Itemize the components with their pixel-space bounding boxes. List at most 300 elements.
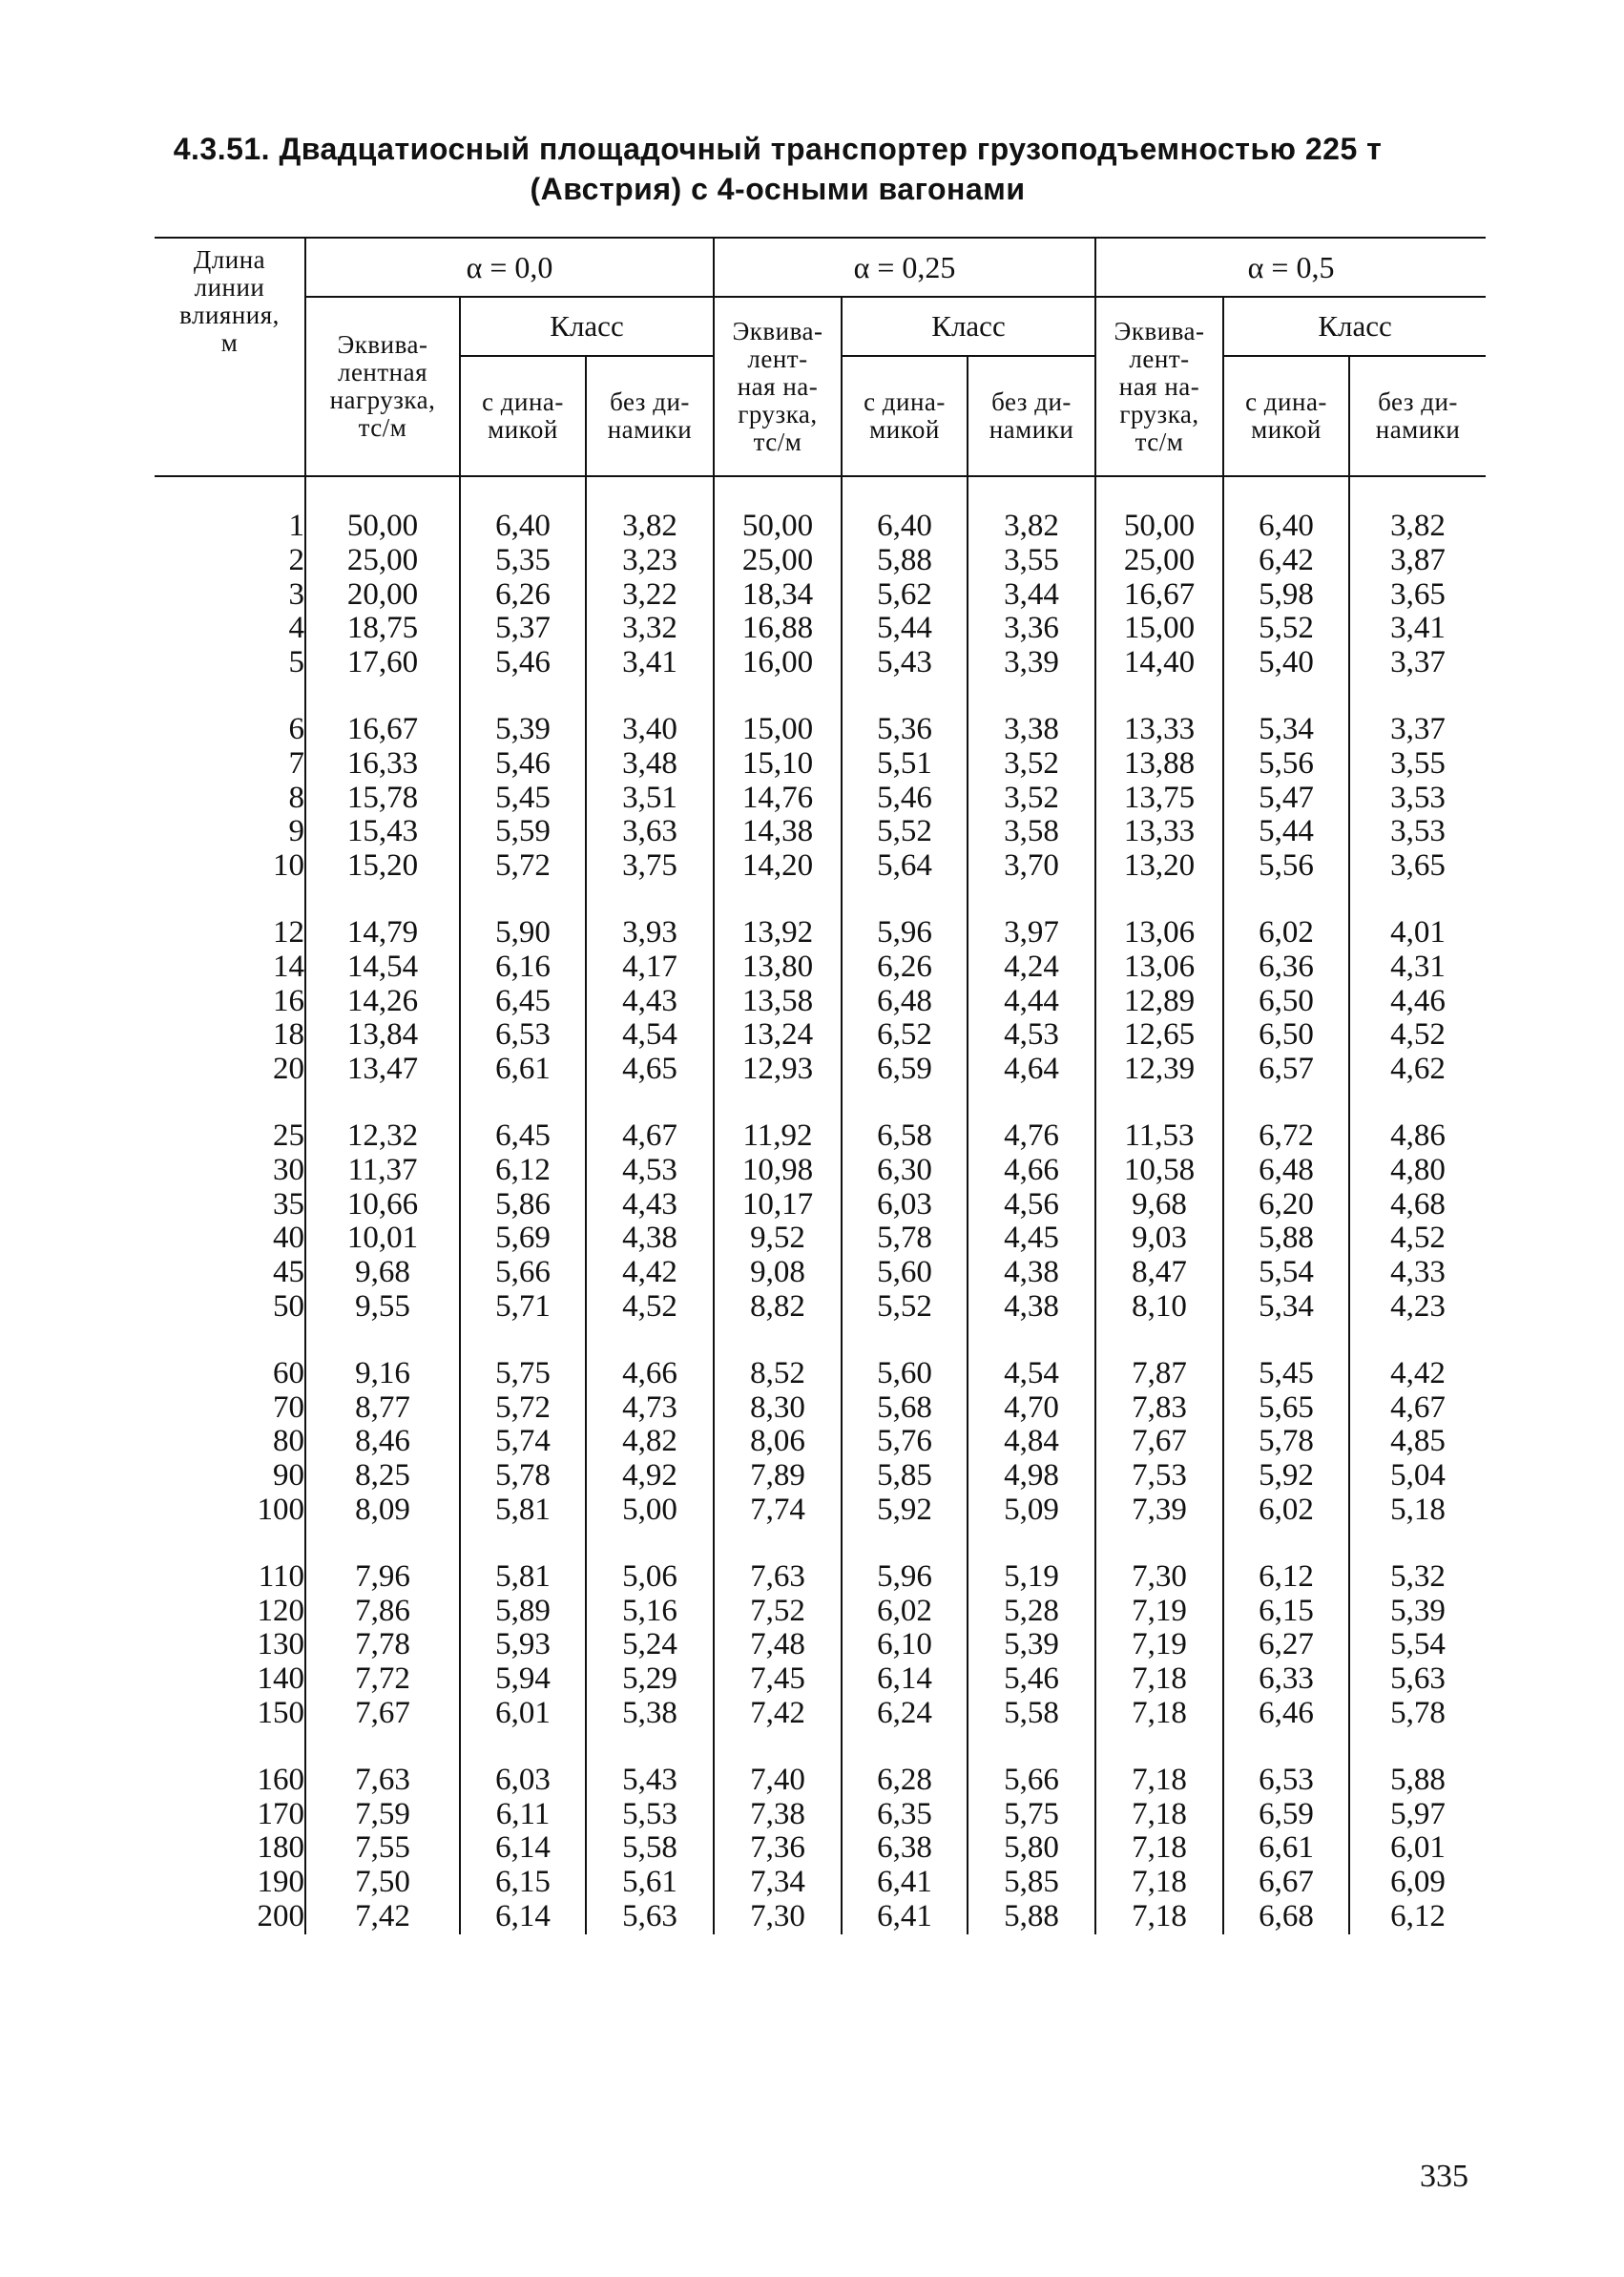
table-row bbox=[155, 1628, 1486, 1662]
cell-length: 90 bbox=[273, 1458, 304, 1494]
cell-value: 4,67 bbox=[586, 1119, 714, 1154]
cell-value: 4,82 bbox=[586, 1425, 714, 1459]
cell-value: 5,72 bbox=[460, 1391, 586, 1426]
table-row bbox=[155, 1662, 1486, 1697]
cell-value: 5,34 bbox=[1223, 713, 1349, 747]
cell-value: 4,80 bbox=[1349, 1154, 1486, 1188]
cell-value: 16,67 bbox=[305, 713, 460, 747]
cell-value: 6,01 bbox=[460, 1697, 586, 1731]
cell-length: 110 bbox=[258, 1558, 304, 1594]
cell-value: 8,06 bbox=[714, 1425, 842, 1459]
cell-length: 35 bbox=[273, 1186, 304, 1222]
cell-value: 6,57 bbox=[1223, 1053, 1349, 1087]
cell-length: 130 bbox=[257, 1627, 304, 1662]
cell-value: 7,86 bbox=[305, 1595, 460, 1629]
cell-value: 9,68 bbox=[305, 1256, 460, 1290]
cell-value: 5,58 bbox=[586, 1831, 714, 1866]
cell-value: 4,38 bbox=[968, 1290, 1095, 1325]
cell-value: 5,46 bbox=[460, 747, 586, 782]
cell-value: 6,33 bbox=[1223, 1662, 1349, 1697]
cell-length: 5 bbox=[288, 645, 304, 680]
cell-value: 8,25 bbox=[305, 1459, 460, 1494]
cell-value: 5,65 bbox=[1223, 1391, 1349, 1426]
cell-value: 6,67 bbox=[1223, 1866, 1349, 1900]
cell-value: 50,00 bbox=[1095, 510, 1223, 544]
cell-value: 3,65 bbox=[1349, 578, 1486, 613]
cell-value: 8,10 bbox=[1095, 1290, 1223, 1325]
cell-length: 140 bbox=[257, 1661, 304, 1697]
cell-value: 5,52 bbox=[842, 815, 968, 849]
cell-value: 20,00 bbox=[305, 578, 460, 613]
cell-value: 5,45 bbox=[460, 782, 586, 816]
cell-value: 5,39 bbox=[968, 1628, 1095, 1662]
title-line-2: (Австрия) с 4-осными вагонами bbox=[530, 172, 1026, 206]
cell-value: 6,41 bbox=[842, 1900, 968, 1934]
cell-value: 5,63 bbox=[586, 1900, 714, 1934]
cell-value: 18,75 bbox=[305, 612, 460, 646]
header-with-dyn-1: с дина- микой bbox=[842, 356, 968, 476]
table-row bbox=[155, 950, 1486, 985]
cell-value: 6,03 bbox=[842, 1188, 968, 1222]
cell-value: 6,53 bbox=[460, 1018, 586, 1053]
cell-value: 13,33 bbox=[1095, 713, 1223, 747]
cell-value: 4,38 bbox=[586, 1222, 714, 1256]
cell-value: 6,15 bbox=[460, 1866, 586, 1900]
cell-value: 6,28 bbox=[842, 1764, 968, 1798]
cell-value: 7,30 bbox=[1095, 1560, 1223, 1595]
cell-value: 13,84 bbox=[305, 1018, 460, 1053]
cell-value: 12,89 bbox=[1095, 985, 1223, 1019]
cell-value: 7,42 bbox=[305, 1900, 460, 1934]
cell-value: 13,20 bbox=[1095, 849, 1223, 884]
cell-value: 3,52 bbox=[968, 782, 1095, 816]
cell-value: 14,54 bbox=[305, 950, 460, 985]
cell-value: 6,10 bbox=[842, 1628, 968, 1662]
cell-value: 3,41 bbox=[1349, 612, 1486, 646]
cell-value: 5,04 bbox=[1349, 1459, 1486, 1494]
cell-value: 8,77 bbox=[305, 1391, 460, 1426]
cell-value: 14,38 bbox=[714, 815, 842, 849]
cell-value: 13,88 bbox=[1095, 747, 1223, 782]
cell-value: 3,51 bbox=[586, 782, 714, 816]
cell-value: 9,16 bbox=[305, 1357, 460, 1391]
cell-length: 150 bbox=[257, 1695, 304, 1730]
cell-value: 7,96 bbox=[305, 1560, 460, 1595]
cell-length: 4 bbox=[288, 611, 304, 646]
header-without-dyn-0: без ди- намики bbox=[586, 356, 714, 476]
cell-value: 8,30 bbox=[714, 1391, 842, 1426]
cell-value: 4,38 bbox=[968, 1256, 1095, 1290]
cell-value: 4,73 bbox=[586, 1391, 714, 1426]
cell-value: 6,14 bbox=[842, 1662, 968, 1697]
cell-value: 4,33 bbox=[1349, 1256, 1486, 1290]
cell-value: 16,33 bbox=[305, 747, 460, 782]
cell-value: 6,35 bbox=[842, 1798, 968, 1832]
cell-value: 4,98 bbox=[968, 1459, 1095, 1494]
cell-value: 8,47 bbox=[1095, 1256, 1223, 1290]
cell-value: 3,75 bbox=[586, 849, 714, 884]
cell-value: 5,46 bbox=[968, 1662, 1095, 1697]
cell-value: 4,52 bbox=[1349, 1222, 1486, 1256]
cell-value: 8,46 bbox=[305, 1425, 460, 1459]
cell-value: 8,52 bbox=[714, 1357, 842, 1391]
header-alpha-025: α = 0,25 bbox=[714, 238, 1095, 297]
cell-value: 4,17 bbox=[586, 950, 714, 985]
cell-value: 7,48 bbox=[714, 1628, 842, 1662]
cell-value: 3,82 bbox=[1349, 510, 1486, 544]
cell-value: 5,00 bbox=[586, 1494, 714, 1528]
cell-value: 4,54 bbox=[968, 1357, 1095, 1391]
cell-value: 5,29 bbox=[586, 1662, 714, 1697]
cell-value: 6,30 bbox=[842, 1154, 968, 1188]
header-without-dyn-2: без ди- намики bbox=[1349, 356, 1486, 476]
cell-value: 9,08 bbox=[714, 1256, 842, 1290]
cell-value: 5,75 bbox=[968, 1798, 1095, 1832]
cell-value: 7,74 bbox=[714, 1494, 842, 1528]
cell-value: 6,11 bbox=[460, 1798, 586, 1832]
cell-value: 4,86 bbox=[1349, 1119, 1486, 1154]
cell-value: 12,32 bbox=[305, 1119, 460, 1154]
cell-value: 5,98 bbox=[1223, 578, 1349, 613]
cell-value: 16,88 bbox=[714, 612, 842, 646]
header-alpha-05: α = 0,5 bbox=[1095, 238, 1486, 297]
cell-value: 5,46 bbox=[842, 782, 968, 816]
cell-value: 3,40 bbox=[586, 713, 714, 747]
cell-value: 7,67 bbox=[305, 1697, 460, 1731]
cell-value: 4,70 bbox=[968, 1391, 1095, 1426]
cell-value: 5,72 bbox=[460, 849, 586, 884]
cell-value: 6,26 bbox=[460, 578, 586, 613]
table-row bbox=[155, 1560, 1486, 1595]
cell-value: 7,52 bbox=[714, 1595, 842, 1629]
cell-value: 5,88 bbox=[968, 1900, 1095, 1934]
cell-value: 4,46 bbox=[1349, 985, 1486, 1019]
cell-value: 25,00 bbox=[1095, 544, 1223, 578]
cell-length: 100 bbox=[257, 1492, 304, 1527]
cell-value: 3,37 bbox=[1349, 713, 1486, 747]
cell-value: 7,18 bbox=[1095, 1866, 1223, 1900]
cell-value: 6,02 bbox=[1223, 1494, 1349, 1528]
cell-value: 6,46 bbox=[1223, 1697, 1349, 1731]
cell-value: 13,92 bbox=[714, 916, 842, 950]
cell-value: 14,76 bbox=[714, 782, 842, 816]
cell-value: 3,36 bbox=[968, 612, 1095, 646]
cell-value: 6,16 bbox=[460, 950, 586, 985]
cell-value: 5,88 bbox=[1223, 1222, 1349, 1256]
cell-value: 6,50 bbox=[1223, 985, 1349, 1019]
table-row bbox=[155, 1595, 1486, 1629]
cell-value: 11,37 bbox=[305, 1154, 460, 1188]
cell-value: 14,20 bbox=[714, 849, 842, 884]
cell-value: 11,53 bbox=[1095, 1119, 1223, 1154]
cell-value: 3,97 bbox=[968, 916, 1095, 950]
cell-value: 5,44 bbox=[1223, 815, 1349, 849]
cell-value: 4,43 bbox=[586, 1188, 714, 1222]
cell-value: 5,37 bbox=[460, 612, 586, 646]
cell-value: 4,24 bbox=[968, 950, 1095, 985]
cell-value: 6,14 bbox=[460, 1831, 586, 1866]
cell-value: 18,34 bbox=[714, 578, 842, 613]
cell-value: 7,36 bbox=[714, 1831, 842, 1866]
cell-value: 6,24 bbox=[842, 1697, 968, 1731]
cell-length: 180 bbox=[257, 1830, 304, 1866]
cell-length: 20 bbox=[273, 1052, 304, 1087]
cell-value: 3,41 bbox=[586, 646, 714, 680]
cell-value: 5,34 bbox=[1223, 1290, 1349, 1325]
header-class-1: Класс bbox=[842, 297, 1095, 356]
cell-value: 7,63 bbox=[305, 1764, 460, 1798]
cell-value: 5,69 bbox=[460, 1222, 586, 1256]
cell-value: 5,62 bbox=[842, 578, 968, 613]
cell-value: 5,46 bbox=[460, 646, 586, 680]
cell-value: 7,83 bbox=[1095, 1391, 1223, 1426]
cell-value: 6,14 bbox=[460, 1900, 586, 1934]
cell-value: 6,61 bbox=[460, 1053, 586, 1087]
cell-value: 16,67 bbox=[1095, 578, 1223, 613]
cell-value: 3,58 bbox=[968, 815, 1095, 849]
cell-value: 5,16 bbox=[586, 1595, 714, 1629]
table-row bbox=[155, 1900, 1486, 1934]
cell-value: 5,56 bbox=[1223, 849, 1349, 884]
cell-value: 3,37 bbox=[1349, 646, 1486, 680]
header-alpha-0: α = 0,0 bbox=[305, 238, 714, 297]
header-class-2: Класс bbox=[1223, 297, 1486, 356]
table-row bbox=[155, 1357, 1486, 1391]
table-row bbox=[155, 916, 1486, 950]
header-with-dyn-0: с дина- микой bbox=[460, 356, 586, 476]
table-row bbox=[155, 1697, 1486, 1731]
cell-value: 5,78 bbox=[842, 1222, 968, 1256]
cell-value: 4,31 bbox=[1349, 950, 1486, 985]
cell-value: 7,18 bbox=[1095, 1697, 1223, 1731]
cell-value: 4,92 bbox=[586, 1459, 714, 1494]
table-row bbox=[155, 1154, 1486, 1188]
cell-value: 6,58 bbox=[842, 1119, 968, 1154]
cell-value: 7,38 bbox=[714, 1798, 842, 1832]
cell-value: 4,62 bbox=[1349, 1053, 1486, 1087]
cell-value: 5,43 bbox=[586, 1764, 714, 1798]
cell-value: 15,20 bbox=[305, 849, 460, 884]
cell-value: 3,93 bbox=[586, 916, 714, 950]
cell-value: 5,36 bbox=[842, 713, 968, 747]
header-equiv-0: Эквива- лентная нагрузка, тс/м bbox=[305, 297, 460, 476]
cell-length: 14 bbox=[273, 949, 304, 984]
table-row bbox=[155, 544, 1486, 578]
cell-value: 5,47 bbox=[1223, 782, 1349, 816]
cell-value: 5,89 bbox=[460, 1595, 586, 1629]
table-row bbox=[155, 612, 1486, 646]
table-row bbox=[155, 646, 1486, 680]
cell-value: 4,66 bbox=[968, 1154, 1095, 1188]
cell-value: 6,59 bbox=[1223, 1798, 1349, 1832]
cell-value: 3,48 bbox=[586, 747, 714, 782]
cell-length: 18 bbox=[273, 1017, 304, 1053]
cell-value: 5,78 bbox=[1223, 1425, 1349, 1459]
cell-value: 6,52 bbox=[842, 1018, 968, 1053]
cell-value: 5,92 bbox=[1223, 1459, 1349, 1494]
cell-value: 5,75 bbox=[460, 1357, 586, 1391]
cell-value: 3,87 bbox=[1349, 544, 1486, 578]
cell-value: 5,63 bbox=[1349, 1662, 1486, 1697]
cell-value: 4,67 bbox=[1349, 1391, 1486, 1426]
cell-value: 7,45 bbox=[714, 1662, 842, 1697]
table-row bbox=[155, 985, 1486, 1019]
cell-value: 4,52 bbox=[586, 1290, 714, 1325]
cell-value: 50,00 bbox=[305, 510, 460, 544]
cell-value: 5,52 bbox=[1223, 612, 1349, 646]
table-row bbox=[155, 578, 1486, 613]
cell-value: 3,52 bbox=[968, 747, 1095, 782]
cell-value: 5,43 bbox=[842, 646, 968, 680]
cell-value: 3,44 bbox=[968, 578, 1095, 613]
cell-value: 7,87 bbox=[1095, 1357, 1223, 1391]
cell-length: 12 bbox=[273, 914, 304, 950]
cell-value: 3,82 bbox=[586, 510, 714, 544]
cell-value: 5,81 bbox=[460, 1560, 586, 1595]
cell-length: 7 bbox=[288, 745, 304, 781]
cell-value: 4,43 bbox=[586, 985, 714, 1019]
cell-value: 5,61 bbox=[586, 1866, 714, 1900]
cell-value: 16,00 bbox=[714, 646, 842, 680]
cell-value: 6,12 bbox=[1223, 1560, 1349, 1595]
cell-value: 3,53 bbox=[1349, 815, 1486, 849]
cell-length: 45 bbox=[273, 1255, 304, 1290]
cell-value: 9,52 bbox=[714, 1222, 842, 1256]
cell-value: 5,64 bbox=[842, 849, 968, 884]
cell-value: 6,45 bbox=[460, 985, 586, 1019]
header-equiv-1: Эквива- лент- ная на- грузка, тс/м bbox=[714, 297, 842, 476]
cell-value: 9,55 bbox=[305, 1290, 460, 1325]
table-row bbox=[155, 713, 1486, 747]
cell-value: 4,42 bbox=[586, 1256, 714, 1290]
cell-value: 5,39 bbox=[460, 713, 586, 747]
cell-value: 6,42 bbox=[1223, 544, 1349, 578]
cell-value: 10,17 bbox=[714, 1188, 842, 1222]
cell-value: 5,76 bbox=[842, 1425, 968, 1459]
cell-value: 7,39 bbox=[1095, 1494, 1223, 1528]
cell-value: 6,72 bbox=[1223, 1119, 1349, 1154]
table-row bbox=[155, 815, 1486, 849]
cell-value: 5,32 bbox=[1349, 1560, 1486, 1595]
cell-value: 5,66 bbox=[968, 1764, 1095, 1798]
header-equiv-2: Эквива- лент- ная на- грузка, тс/м bbox=[1095, 297, 1223, 476]
cell-value: 6,02 bbox=[1223, 916, 1349, 950]
table-row bbox=[155, 849, 1486, 884]
cell-length: 30 bbox=[273, 1152, 304, 1187]
cell-value: 10,58 bbox=[1095, 1154, 1223, 1188]
cell-value: 4,23 bbox=[1349, 1290, 1486, 1325]
cell-value: 5,24 bbox=[586, 1628, 714, 1662]
table-row bbox=[155, 1053, 1486, 1087]
cell-value: 6,59 bbox=[842, 1053, 968, 1087]
cell-value: 15,78 bbox=[305, 782, 460, 816]
cell-length: 1 bbox=[288, 509, 304, 543]
cell-value: 6,20 bbox=[1223, 1188, 1349, 1222]
table-row bbox=[155, 1256, 1486, 1290]
cell-value: 5,18 bbox=[1349, 1494, 1486, 1528]
cell-value: 4,56 bbox=[968, 1188, 1095, 1222]
cell-value: 5,78 bbox=[1349, 1697, 1486, 1731]
cell-value: 4,45 bbox=[968, 1222, 1095, 1256]
cell-value: 13,47 bbox=[305, 1053, 460, 1087]
cell-length: 60 bbox=[273, 1355, 304, 1390]
cell-length: 80 bbox=[273, 1424, 304, 1459]
cell-value: 6,15 bbox=[1223, 1595, 1349, 1629]
table-row bbox=[155, 1119, 1486, 1154]
cell-value: 13,58 bbox=[714, 985, 842, 1019]
table-row bbox=[155, 1494, 1486, 1528]
header-with-dyn-2: с дина- микой bbox=[1223, 356, 1349, 476]
cell-value: 6,40 bbox=[842, 510, 968, 544]
load-table bbox=[155, 237, 1486, 1934]
cell-value: 12,65 bbox=[1095, 1018, 1223, 1053]
cell-value: 4,64 bbox=[968, 1053, 1095, 1087]
cell-value: 4,53 bbox=[968, 1018, 1095, 1053]
cell-value: 7,55 bbox=[305, 1831, 460, 1866]
cell-value: 3,70 bbox=[968, 849, 1095, 884]
cell-value: 5,59 bbox=[460, 815, 586, 849]
title-line-1: 4.3.51. Двадцатиосный площадочный транспортер грузоподъемностью 225 т bbox=[173, 132, 1383, 166]
cell-value: 5,97 bbox=[1349, 1798, 1486, 1832]
cell-value: 5,68 bbox=[842, 1391, 968, 1426]
cell-value: 4,68 bbox=[1349, 1188, 1486, 1222]
cell-value: 14,26 bbox=[305, 985, 460, 1019]
page-title bbox=[143, 129, 1412, 209]
cell-value: 5,58 bbox=[968, 1697, 1095, 1731]
cell-value: 11,92 bbox=[714, 1119, 842, 1154]
cell-length: 190 bbox=[257, 1865, 304, 1900]
cell-value: 5,60 bbox=[842, 1357, 968, 1391]
cell-value: 7,63 bbox=[714, 1560, 842, 1595]
cell-value: 5,28 bbox=[968, 1595, 1095, 1629]
header-length: Длина линии влияния, м bbox=[155, 238, 305, 476]
cell-value: 15,00 bbox=[714, 713, 842, 747]
cell-value: 4,85 bbox=[1349, 1425, 1486, 1459]
table-row bbox=[155, 1018, 1486, 1053]
cell-value: 4,76 bbox=[968, 1119, 1095, 1154]
cell-value: 5,80 bbox=[968, 1831, 1095, 1866]
cell-value: 3,55 bbox=[1349, 747, 1486, 782]
cell-value: 5,06 bbox=[586, 1560, 714, 1595]
cell-length: 9 bbox=[288, 814, 304, 849]
cell-value: 5,40 bbox=[1223, 646, 1349, 680]
cell-value: 9,68 bbox=[1095, 1188, 1223, 1222]
cell-value: 4,01 bbox=[1349, 916, 1486, 950]
cell-value: 13,75 bbox=[1095, 782, 1223, 816]
cell-value: 6,45 bbox=[460, 1119, 586, 1154]
cell-value: 7,67 bbox=[1095, 1425, 1223, 1459]
cell-value: 5,96 bbox=[842, 1560, 968, 1595]
cell-value: 50,00 bbox=[714, 510, 842, 544]
cell-value: 5,74 bbox=[460, 1425, 586, 1459]
cell-value: 13,80 bbox=[714, 950, 842, 985]
cell-value: 6,26 bbox=[842, 950, 968, 985]
cell-value: 12,39 bbox=[1095, 1053, 1223, 1087]
cell-length: 50 bbox=[273, 1288, 304, 1324]
table-row bbox=[155, 1290, 1486, 1325]
cell-value: 10,01 bbox=[305, 1222, 460, 1256]
cell-value: 10,66 bbox=[305, 1188, 460, 1222]
cell-value: 5,56 bbox=[1223, 747, 1349, 782]
cell-value: 5,38 bbox=[586, 1697, 714, 1731]
cell-value: 9,03 bbox=[1095, 1222, 1223, 1256]
cell-value: 8,82 bbox=[714, 1290, 842, 1325]
cell-value: 13,06 bbox=[1095, 950, 1223, 985]
cell-value: 7,18 bbox=[1095, 1764, 1223, 1798]
cell-value: 3,23 bbox=[586, 544, 714, 578]
table-row bbox=[155, 1459, 1486, 1494]
cell-value: 6,40 bbox=[1223, 510, 1349, 544]
